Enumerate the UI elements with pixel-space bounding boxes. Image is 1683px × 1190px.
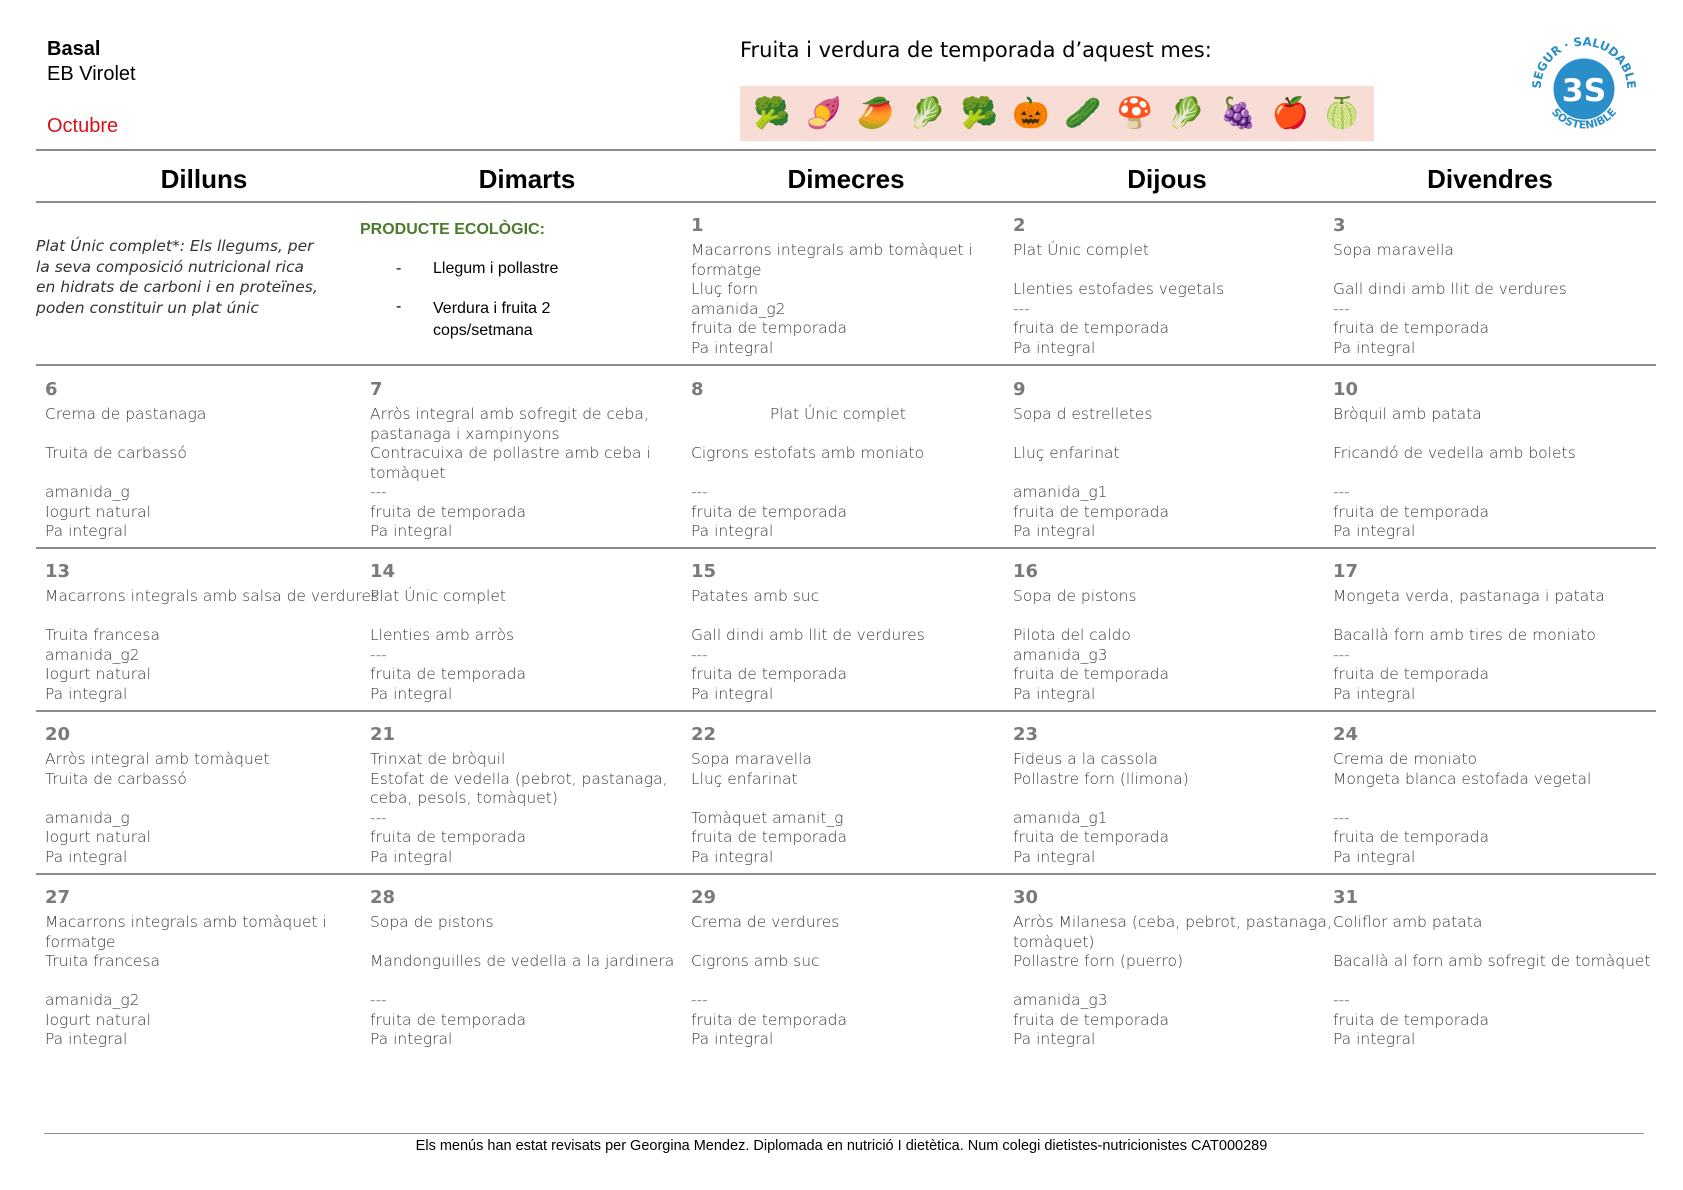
produce-icon: 🥭 [856, 96, 895, 130]
menu-line: Bròquil amb patata [1333, 405, 1482, 423]
produce-icon: 🍇 [1219, 96, 1258, 130]
day-header-tuesday: Dimarts [478, 164, 576, 194]
menu-line: fruita de temporada [1333, 502, 1490, 521]
menu-line: Fideus a la cassola [1013, 750, 1158, 768]
menu-line: Pa integral [45, 847, 128, 866]
menu-line: Pa integral [691, 847, 774, 866]
menu-line: Macarrons integrals amb tomàquet i [691, 241, 973, 259]
month-label: Octubre [47, 115, 119, 137]
week-divider [36, 710, 1656, 712]
menu-line: Iogurt natural [45, 665, 151, 683]
menu-day-cell [1333, 562, 1643, 704]
menu-day-cell [691, 380, 1001, 542]
day-number: 16 [1013, 561, 1039, 582]
menu-line: Pa integral [691, 338, 774, 357]
menu-line: Pa integral [1013, 338, 1096, 357]
menu-spacer [691, 607, 1001, 627]
menu-line: fruita de temporada [370, 665, 527, 683]
menu-line: Sopa maravella [1333, 241, 1454, 259]
menu-day-cell [370, 380, 680, 542]
menu-line: --- [370, 645, 387, 664]
menu-line: fruita de temporada [370, 1010, 527, 1029]
menu-line: Sopa de pistons [1013, 587, 1137, 605]
menu-spacer [1013, 789, 1323, 809]
menu-line: Gall dindi amb llit de verdures [691, 626, 925, 644]
menu-line: Sopa d estrelletes [1013, 405, 1153, 423]
day-number: 13 [45, 561, 71, 582]
menu-line: Pollastre forn (puerro) [1013, 952, 1184, 970]
menu-line: amanida_g2 [45, 645, 140, 664]
day-number: 23 [1013, 724, 1039, 745]
menu-line: Pa integral [45, 684, 128, 703]
menu-spacer [45, 425, 355, 445]
menu-line: --- [1333, 808, 1350, 827]
menu-line: Pa integral [1333, 522, 1416, 540]
menu-line: --- [1333, 299, 1350, 318]
menu-line: --- [370, 808, 387, 827]
menu-line: Crema de moniato [1333, 750, 1477, 768]
menu-line: Lluç enfarinat [1013, 444, 1120, 462]
day-number: 6 [45, 379, 58, 400]
menu-line: Pa integral [1013, 522, 1096, 540]
menu-day-cell [45, 380, 355, 542]
menu-spacer [1013, 261, 1323, 281]
menu-spacer [370, 972, 680, 992]
week-divider [36, 364, 1656, 366]
menu-line: Contracuixa de pollastre amb ceba i [370, 444, 651, 462]
menu-line: Fricandó de vedella amb bolets [1333, 444, 1576, 462]
day-number: 3 [1333, 215, 1346, 236]
seasonal-produce-title: Fruita i verdura de temporada d’aquest mes: [740, 38, 1212, 62]
produce-icon: 🍈 [1323, 96, 1361, 130]
menu-spacer [1333, 261, 1643, 281]
menu-line: Sopa maravella [691, 750, 812, 768]
produce-icon: 🎃 [1012, 96, 1050, 130]
menu-day-cell [370, 888, 680, 1050]
eco-item: Verdura i fruita 2 cops/setmana [433, 300, 551, 339]
menu-line: Pa integral [691, 1030, 774, 1048]
menu-spacer [1333, 607, 1643, 627]
day-header-monday: Dilluns [160, 164, 248, 194]
day-number: 22 [691, 724, 717, 745]
logo-text-top: SEGUR · SALUDABLE [1529, 34, 1639, 90]
menu-spacer [691, 464, 1001, 484]
menu-spacer [1333, 789, 1643, 809]
menu-line: fruita de temporada [691, 665, 848, 683]
menu-line: Truita de carbassó [45, 444, 187, 462]
menu-day-cell [45, 888, 355, 1050]
day-number: 21 [370, 724, 396, 745]
menu-line: Patates amb suc [691, 587, 820, 605]
menu-line: Macarrons integrals amb tomàquet i [45, 913, 327, 931]
menu-line: --- [1013, 299, 1030, 318]
menu-day-cell [1333, 380, 1643, 542]
menu-line: fruita de temporada [1013, 319, 1170, 337]
menu-spacer [691, 789, 1001, 809]
menu-spacer [45, 607, 355, 627]
menu-line: fruita de temporada [691, 502, 848, 521]
menu-line: fruita de temporada [691, 828, 848, 846]
menu-spacer [45, 464, 355, 484]
menu-line: --- [1333, 483, 1350, 501]
menu-spacer [691, 933, 1001, 953]
menu-day-cell [691, 562, 1001, 704]
day-number: 2 [1013, 215, 1026, 236]
menu-line: Pa integral [691, 684, 774, 703]
menu-line: fruita de temporada [1333, 1010, 1490, 1029]
menu-day-cell [1013, 216, 1323, 358]
menu-line: Iogurt natural [45, 1010, 151, 1029]
menu-line: Pa integral [1333, 847, 1416, 866]
menu-day-cell [1013, 562, 1323, 704]
menu-line: tomàquet) [1013, 932, 1095, 951]
day-number: 15 [691, 561, 717, 582]
menu-line: Crema de verdures [691, 913, 840, 931]
logo-text-bottom: SOSTENIBLE [1549, 105, 1619, 132]
menu-line: Iogurt natural [45, 828, 151, 846]
menu-line: fruita de temporada [1013, 1010, 1170, 1029]
menu-line: --- [691, 991, 708, 1009]
menu-spacer [1013, 464, 1323, 484]
menu-line: amanida_g2 [691, 299, 786, 318]
seasonal-produce-strip [740, 86, 1374, 141]
menu-line: Pa integral [1333, 1030, 1416, 1048]
menu-spacer [1013, 425, 1323, 445]
produce-icon: 🥦 [753, 96, 791, 130]
menu-spacer [370, 933, 680, 953]
menu-line: --- [691, 483, 708, 501]
menu-line: amanida_g3 [1013, 991, 1108, 1009]
menu-line: Mandonguilles de vedella a la jardinera [370, 952, 675, 970]
menu-line: Pa integral [1013, 847, 1096, 866]
menu-line: --- [370, 991, 387, 1009]
menu-day-cell [691, 725, 1001, 867]
day-number: 27 [45, 887, 71, 908]
menu-line: Pa integral [370, 522, 453, 540]
day-number: 14 [370, 561, 396, 582]
eco-product-title: PRODUCTE ECOLÒGIC: [360, 221, 545, 238]
menu-line: amanida_g3 [1013, 645, 1108, 664]
day-number: 29 [691, 887, 717, 908]
week-divider [36, 873, 1656, 875]
menu-line: Pa integral [691, 522, 774, 540]
menu-line: Truita de carbassó [45, 769, 187, 788]
menu-line: Arròs integral amb sofregit de ceba, [370, 405, 649, 423]
menu-line: formatge [691, 260, 762, 279]
menu-line: --- [1333, 991, 1350, 1009]
menu-line: amanida_g [45, 483, 130, 501]
produce-icon: 🥦 [960, 96, 998, 130]
menu-line: Coliflor amb patata [1333, 913, 1483, 931]
menu-line: fruita de temporada [1013, 665, 1170, 683]
menu-line: Pa integral [370, 684, 453, 703]
produce-icon: 🍎 [1271, 96, 1309, 130]
day-number: 8 [691, 379, 704, 400]
menu-line: tomàquet [370, 463, 446, 482]
menu-day-cell [691, 216, 1001, 358]
menu-line: Crema de pastanaga [45, 405, 207, 423]
menu-day-cell [1333, 216, 1643, 358]
day-number: 1 [691, 215, 704, 236]
logo-center: 3S [1561, 72, 1607, 109]
day-header-friday: Divendres [1427, 164, 1553, 194]
menu-line: Mongeta blanca estofada vegetal [1333, 769, 1592, 788]
menu-line: Pollastre forn (llimona) [1013, 769, 1189, 788]
menu-line: Lluç enfarinat [691, 769, 798, 788]
menu-spacer [1013, 607, 1323, 627]
menu-line: fruita de temporada [691, 1010, 848, 1029]
school-name: EB Virolet [47, 63, 136, 85]
menu-line: Bacallà forn amb tires de moniato [1333, 626, 1596, 644]
footer-divider [44, 1133, 1644, 1134]
eco-item: Llegum i pollastre [433, 260, 559, 277]
menu-line: Tomàquet amanit_g [691, 808, 844, 827]
menu-spacer [45, 789, 355, 809]
menu-line: Pa integral [45, 522, 128, 540]
menu-line: Plat Únic complet [370, 587, 506, 605]
day-number: 17 [1333, 561, 1359, 582]
segur-saludable-sostenible-logo [1525, 28, 1643, 146]
footer-note: Els menús han estat revisats per Georgina Mendez. Diplomada en nutrició I dietètica. Num colegi dietistes-nutricionistes CAT000289 [415, 1138, 1268, 1154]
day-number: 7 [370, 379, 383, 400]
menu-line: Pa integral [1333, 338, 1416, 357]
menu-line: formatge [45, 932, 116, 951]
menu-day-cell [1333, 887, 1651, 1050]
menu-line: Gall dindi amb llit de verdures [1333, 280, 1567, 298]
menu-spacer [691, 972, 1001, 992]
menu-line: Bacallà al forn amb sofregit de tomàquet [1333, 952, 1651, 970]
school-type: Basal [47, 38, 101, 60]
menu-day-cell [1333, 725, 1643, 867]
single-dish-note: Plat Únic complet*: Els llegums, per la seva composició nutricional rica en hidrats de carboni i en proteïnes, poden constituir un plat únic [36, 237, 318, 317]
menu-spacer [45, 972, 355, 992]
days-divider [36, 201, 1656, 203]
menu-line: Lluç forn [691, 280, 759, 298]
produce-icon: 🍄 [1116, 96, 1154, 130]
produce-icon: 🥒 [1064, 96, 1102, 130]
menu-day-cell [1013, 725, 1323, 867]
menu-line: Arròs integral amb tomàquet [45, 750, 270, 768]
menu-day-cell [1013, 380, 1323, 542]
menu-day-cell [370, 562, 680, 704]
menu-line: Truita francesa [45, 626, 160, 644]
header-divider [36, 149, 1656, 151]
menu-line: fruita de temporada [1333, 665, 1490, 683]
menu-line: ceba, pesols, tomàquet) [370, 789, 558, 807]
day-header-wednesday: Dimecres [787, 164, 905, 194]
menu-line: amanida_g2 [45, 991, 140, 1009]
day-number: 31 [1333, 887, 1359, 908]
menu-line: Pa integral [370, 1030, 453, 1048]
menu-line: Iogurt natural [45, 502, 151, 521]
menu-line: Llenties estofades vegetals [1013, 280, 1225, 298]
menu-line: Truita francesa [45, 952, 160, 970]
menu-line: fruita de temporada [370, 828, 527, 846]
menu-line: amanida_g1 [1013, 483, 1108, 501]
menu-line: Plat Únic complet [1013, 241, 1149, 259]
menu-line: Llenties amb arròs [370, 626, 515, 644]
menu-line: Pilota del caldo [1013, 626, 1131, 644]
menu-line: --- [1333, 645, 1350, 664]
menu-line: amanida_g1 [1013, 808, 1108, 827]
menu-line: Arròs Milanesa (ceba, pebrot, pastanaga, [1013, 913, 1332, 931]
produce-icon: 🍠 [805, 96, 843, 130]
menu-day-cell [691, 888, 1001, 1050]
day-number: 10 [1333, 379, 1359, 400]
menu-day-cell [1013, 887, 1332, 1050]
eco-bullet: - [396, 298, 402, 315]
menu-line: Cigrons estofats amb moniato [691, 444, 925, 462]
week-divider [36, 547, 1656, 549]
menu-line: Pa integral [370, 847, 453, 866]
day-number: 28 [370, 887, 396, 908]
produce-icon: 🥬 [908, 96, 947, 130]
menu-spacer [1333, 425, 1643, 445]
day-number: 30 [1013, 887, 1039, 908]
menu-line: Pa integral [45, 1030, 128, 1048]
menu-line: Cigrons amb suc [691, 952, 820, 970]
day-number: 9 [1013, 379, 1026, 400]
menu-line: pastanaga i xampinyons [370, 424, 560, 443]
menu-line: Pa integral [1013, 684, 1096, 703]
menu-line: Sopa de pistons [370, 913, 494, 931]
menu-line: fruita de temporada [1333, 319, 1490, 337]
menu-spacer [1013, 972, 1323, 992]
menu-day-cell [45, 725, 355, 867]
menu-day-cell [45, 561, 379, 704]
menu-line: Estofat de vedella (pebrot, pastanaga, [370, 769, 668, 788]
menu-spacer [1333, 933, 1643, 953]
menu-line: Macarrons integrals amb salsa de verdures [45, 587, 379, 605]
menu-line: Plat Únic complet [691, 405, 906, 423]
menu-line: fruita de temporada [1013, 828, 1170, 846]
eco-bullet: - [396, 260, 402, 277]
menu-line: fruita de temporada [1013, 502, 1170, 521]
menu-spacer [1333, 972, 1643, 992]
menu-spacer [691, 425, 1001, 445]
menu-line: Pa integral [1333, 684, 1416, 703]
day-header-thursday: Dijous [1127, 164, 1207, 194]
day-number: 20 [45, 724, 71, 745]
menu-line: amanida_g [45, 808, 130, 827]
menu-line: fruita de temporada [370, 502, 527, 521]
menu-line: --- [370, 483, 387, 501]
menu-line: fruita de temporada [1333, 828, 1490, 846]
menu-line: fruita de temporada [691, 319, 848, 337]
menu-line: Mongeta verda, pastanaga i patata [1333, 587, 1605, 605]
menu-spacer [370, 607, 680, 627]
menu-spacer [1333, 464, 1643, 484]
menu-line: Pa integral [1013, 1030, 1096, 1048]
menu-line: Trinxat de bròquil [370, 750, 506, 768]
day-number: 24 [1333, 724, 1359, 745]
menu-line: --- [691, 645, 708, 664]
produce-icon: 🥬 [1167, 96, 1206, 130]
menu-day-cell [370, 725, 680, 867]
